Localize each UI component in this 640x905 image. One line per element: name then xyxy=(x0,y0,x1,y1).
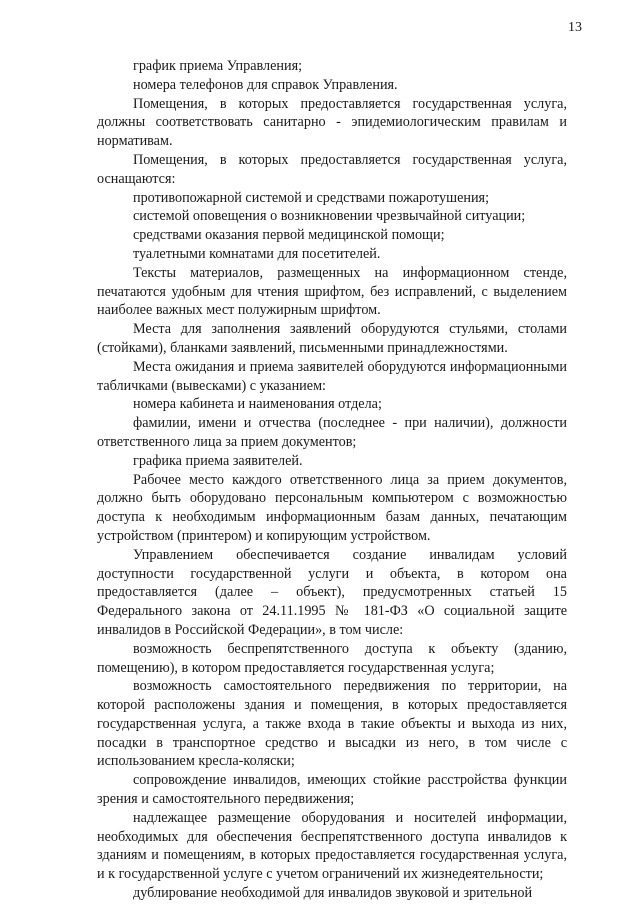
paragraph: Управлением обеспечивается создание инвалидам условий доступности государственной услуги и объекта, в котором она предоставляется (далее – объект), предусмотренных статьей 15 Федерального закона от 24.11.1995 № 181-ФЗ «О социальной защите инвалидов в Российской Федерации», в том числе: xyxy=(97,546,567,638)
paragraph: дублирование необходимой для инвалидов звуковой и зрительной xyxy=(133,885,533,902)
page-number: 13 xyxy=(568,20,582,35)
paragraph: график приема Управления; xyxy=(133,58,303,74)
paragraph: фамилии, имени и отчества (последнее - при наличии), должности ответственного лица за прием документов; xyxy=(97,415,567,450)
paragraph: Помещения, в которых предоставляется государственная услуга, оснащаются: xyxy=(97,151,567,187)
paragraph: средствами оказания первой медицинской помощи; xyxy=(133,227,445,244)
paragraph: Помещения, в которых предоставляется государственная услуга, должны соответствовать санитарно - эпидемиологическим правилам и нормативам. xyxy=(97,95,567,150)
paragraph: противопожарной системой и средствами пожаротушения; xyxy=(133,189,490,206)
paragraph: графика приема заявителей. xyxy=(133,452,303,469)
paragraph: Рабочее место каждого ответственного лица за прием документов, должно быть оборудовано персональным компьютером с возможностью доступа к необходимым информационным базам данных, печатающим устройством (принтером) и копирующим устройством. xyxy=(97,471,567,544)
paragraph: сопровождение инвалидов, имеющих стойкие расстройства функции зрения и самостоятельного передвижения; xyxy=(97,772,567,808)
paragraph: Места для заполнения заявлений оборудуются стульями, столами (стойками), бланками заявлений, письменными принадлежностями. xyxy=(97,321,567,356)
paragraph: надлежащее размещение оборудования и носителей информации, необходимых для обеспечения беспрепятственного доступа инвалидов к зданиям и помещениям, в которых предоставляется государственная услуга, и к государственной услуге с учетом ограничений их жизнедеятельности; xyxy=(97,809,567,883)
paragraph: Места ожидания и приема заявителей оборудуются информационными табличками (вывесками) с указанием: xyxy=(97,358,567,394)
paragraph: номера телефонов для справок Управления. xyxy=(133,76,398,93)
paragraph: системой оповещения о возникновении чрезвычайной ситуации; xyxy=(133,208,526,225)
paragraph: номера кабинета и наименования отдела; xyxy=(133,396,382,413)
paragraph: возможность самостоятельного передвижения по территории, на которой расположены здания и помещения, в которых предоставляется государственная услуга, а также входа в такие объекты и выхода из них, посадки в транспортное средство и высадки из него, в том числе с использованием кресла-коляски; xyxy=(97,678,567,770)
paragraph: Тексты материалов, размещенных на информационном стенде, печатаются удобным для чтения шрифтом, без исправлений, с выделением наиболее важных мест полужирным шрифтом. xyxy=(97,264,567,319)
paragraph: туалетными комнатами для посетителей. xyxy=(133,245,381,262)
body-text xyxy=(97,57,567,903)
paragraph: возможность беспрепятственного доступа к объекту (зданию, помещению), в котором предоставляется государственная услуга; xyxy=(97,640,567,676)
